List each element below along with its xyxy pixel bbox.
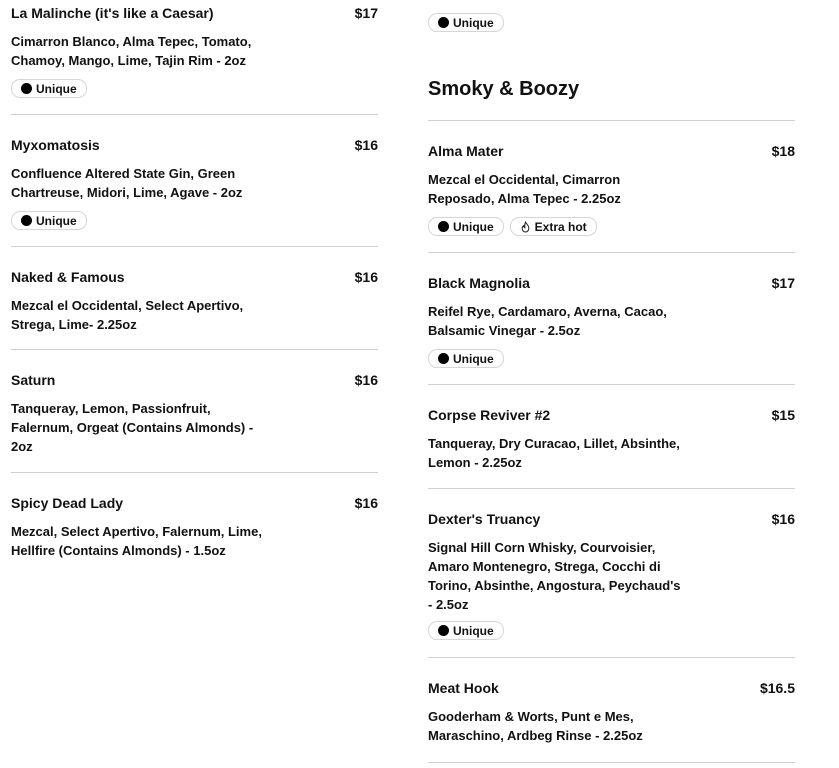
item-description: Tanqueray, Dry Curacao, Lillet, Absinthe, Lemon - 2.25oz bbox=[428, 436, 680, 470]
item-name: Saturn bbox=[11, 372, 56, 388]
dot-icon bbox=[438, 221, 449, 232]
item-description: Confluence Altered State Gin, Green Chartreuse, Midori, Lime, Agave - 2oz bbox=[11, 166, 243, 200]
menu-item-saturn[interactable] bbox=[11, 368, 378, 454]
extra-hot-badge bbox=[510, 217, 597, 236]
item-price: $17 bbox=[354, 5, 378, 21]
flame-icon bbox=[520, 221, 531, 233]
menu-item-alma-mater[interactable] bbox=[428, 139, 795, 234]
unique-badge bbox=[11, 211, 87, 230]
dot-icon bbox=[438, 353, 449, 364]
divider bbox=[11, 246, 378, 247]
item-description: Cimarron Blanco, Alma Tepec, Tomato, Chamoy, Mango, Lime, Tajin Rim - 2oz bbox=[11, 34, 252, 68]
item-name: Spicy Dead Lady bbox=[11, 495, 124, 511]
item-description: Signal Hill Corn Whisky, Courvoisier, Amaro Montenegro, Strega, Cocchi di Torino, Absinthe, Angostura, Peychaud's - 2.5oz bbox=[428, 540, 681, 612]
item-name: Myxomatosis bbox=[11, 137, 100, 153]
divider bbox=[428, 120, 795, 121]
unique-badge bbox=[11, 79, 87, 98]
badge-label: Unique bbox=[453, 351, 494, 366]
item-description: Reifel Rye, Cardamaro, Averna, Cacao, Balsamic Vinegar - 2.5oz bbox=[428, 304, 667, 338]
menu-item-black-magnolia[interactable] bbox=[428, 271, 795, 366]
badge-label: Unique bbox=[36, 213, 77, 228]
divider bbox=[11, 114, 378, 115]
menu-item-spicy-dead-lady[interactable] bbox=[11, 491, 378, 558]
dot-icon bbox=[438, 625, 449, 636]
item-name: La Malinche (it's like a Caesar) bbox=[11, 5, 214, 21]
badge-label: Unique bbox=[453, 219, 494, 234]
divider bbox=[11, 349, 378, 350]
divider bbox=[11, 472, 378, 473]
badge-label: Unique bbox=[453, 623, 494, 638]
section-title: Smoky & Boozy bbox=[428, 78, 580, 100]
divider bbox=[428, 252, 795, 253]
divider bbox=[428, 384, 795, 385]
item-name: Meat Hook bbox=[428, 680, 499, 696]
item-price: $16 bbox=[354, 269, 378, 285]
item-description: Mezcal, Select Apertivo, Falernum, Lime, Hellfire (Contains Almonds) - 1.5oz bbox=[11, 524, 262, 558]
item-name: Naked & Famous bbox=[11, 269, 125, 285]
item-description: Gooderham & Worts, Punt e Mes, Maraschino, Ardbeg Rinse - 2.25oz bbox=[428, 709, 643, 743]
item-description: Tanqueray, Lemon, Passionfruit, Falernum, Orgeat (Contains Almonds) - 2oz bbox=[11, 401, 254, 454]
item-description: Mezcal el Occidental, Select Apertivo, Strega, Lime- 2.25oz bbox=[11, 298, 244, 332]
menu-item-dexters-truancy[interactable] bbox=[428, 507, 795, 638]
item-price: $16.5 bbox=[759, 680, 795, 696]
item-price: $17 bbox=[771, 275, 795, 291]
menu-item-meat-hook[interactable] bbox=[428, 676, 795, 743]
dot-icon bbox=[438, 17, 449, 28]
unique-badge bbox=[428, 621, 504, 640]
item-price: $16 bbox=[354, 137, 378, 153]
item-name: Dexter's Truancy bbox=[428, 511, 541, 527]
item-price: $18 bbox=[771, 143, 795, 159]
item-price: $16 bbox=[354, 372, 378, 388]
item-name: Alma Mater bbox=[428, 143, 504, 159]
item-name: Corpse Reviver #2 bbox=[428, 407, 551, 423]
divider bbox=[428, 762, 795, 763]
divider bbox=[428, 488, 795, 489]
menu-item-corpse-reviver[interactable] bbox=[428, 403, 795, 470]
menu-item-myxomatosis[interactable] bbox=[11, 133, 378, 228]
badge-label: Extra hot bbox=[534, 219, 587, 234]
unique-badge bbox=[428, 349, 504, 368]
badge-label: Unique bbox=[36, 81, 77, 96]
item-description: Mezcal el Occidental, Cimarron Reposado, Alma Tepec - 2.25oz bbox=[428, 172, 621, 206]
divider bbox=[428, 657, 795, 658]
item-price: $16 bbox=[771, 511, 795, 527]
badge-label: Unique bbox=[453, 15, 494, 30]
item-price: $15 bbox=[771, 407, 795, 423]
item-name: Black Magnolia bbox=[428, 275, 530, 291]
dot-icon bbox=[21, 83, 32, 94]
unique-badge bbox=[428, 217, 504, 236]
menu-item-la-malinche[interactable] bbox=[11, 1, 378, 96]
dot-icon bbox=[21, 215, 32, 226]
item-price: $16 bbox=[354, 495, 378, 511]
unique-badge bbox=[428, 13, 504, 32]
menu-item-naked-famous[interactable] bbox=[11, 265, 378, 332]
